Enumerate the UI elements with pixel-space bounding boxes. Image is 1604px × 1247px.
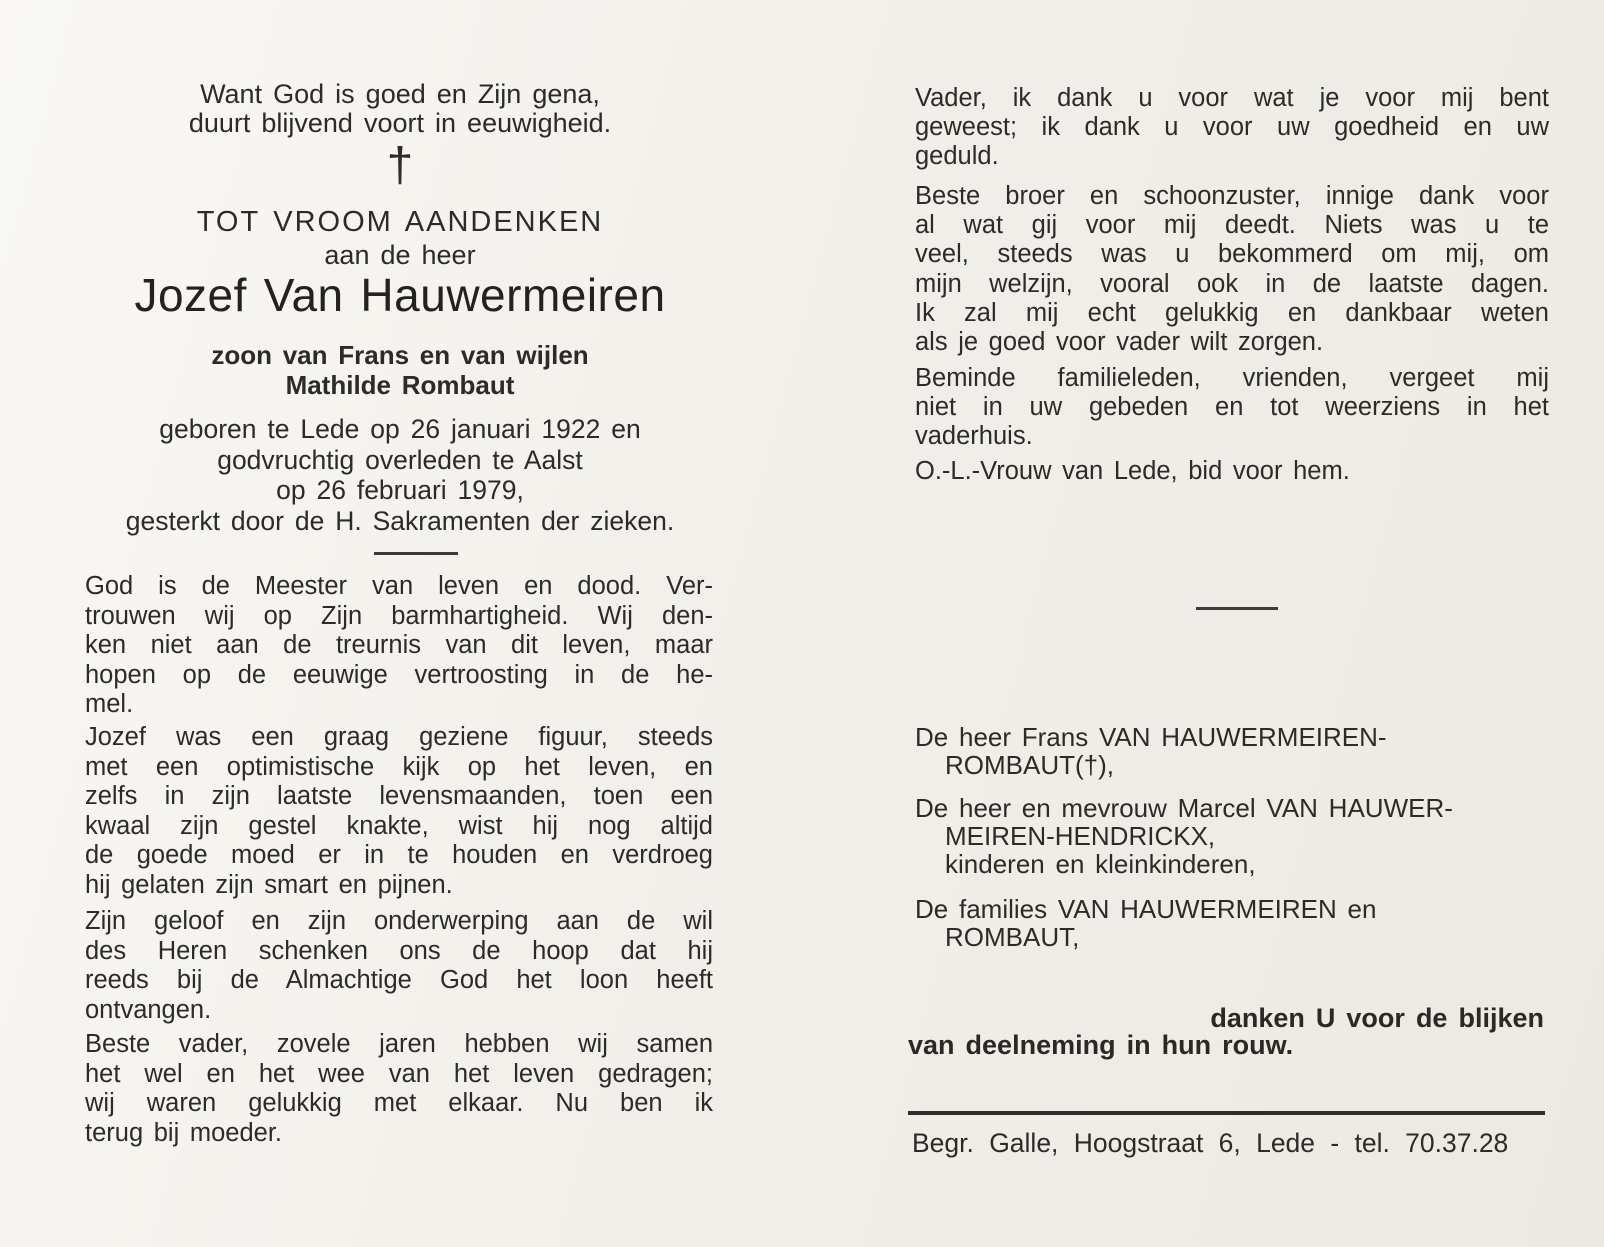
text-line: Beste vader, zovele jaren hebben wij samen	[85, 1030, 713, 1058]
text-line: wij waren gelukkig met elkaar. Nu ben ik	[85, 1089, 713, 1117]
text-line: geweest; ik dank u voor uw goedheid en uw	[915, 113, 1549, 142]
text-line: vaderhuis.	[915, 422, 1033, 451]
funeral-home-info: Begr. Galle, Hoogstraat 6, Lede - tel. 70.37.28	[912, 1128, 1509, 1158]
memorial-paragraph	[85, 723, 713, 900]
text-line: Mathilde Rombaut	[285, 370, 515, 400]
text-line: ROMBAUT,	[945, 922, 1080, 952]
text-line: hopen op de eeuwige vertroosting in de he-	[85, 660, 713, 689]
memorial-paragraph	[85, 1030, 713, 1148]
text-line: De families VAN HAUWERMEIREN en	[915, 894, 1377, 924]
text-line: de goede moed er in te houden en verdroeg	[85, 841, 713, 869]
text-line: O.-L.-Vrouw van Lede, bid voor hem.	[915, 457, 1350, 485]
text-line: godvruchtig overleden te Aalst	[217, 444, 583, 475]
text-line: De heer en mevrouw Marcel VAN HAUWER-	[915, 793, 1453, 823]
text-line: Want God is goed en Zijn gena,	[200, 79, 600, 109]
text-line: danken U voor de blijken	[1210, 1003, 1544, 1033]
text-line: De heer Frans VAN HAUWERMEIREN-	[915, 722, 1387, 752]
text-line: Jozef was een graag geziene figuur, steeds	[85, 723, 713, 751]
text-line: als je goed voor vader wilt zorgen.	[915, 328, 1324, 357]
text-line: met een optimistische kijk op het leven, en	[85, 752, 713, 781]
text-line: ROMBAUT(†),	[945, 750, 1114, 780]
right-page	[820, 0, 1604, 1247]
text-line: hij gelaten zijn smart en pijnen.	[85, 870, 453, 899]
text-line: zoon van Frans en van wijlen	[211, 340, 589, 370]
birth-death-dates	[85, 414, 715, 536]
text-line: zelfs in zijn laatste levensmaanden, toen een	[85, 782, 713, 810]
footer-rule	[908, 1111, 1545, 1115]
family-entry	[915, 895, 1555, 951]
text-line: MEIREN-HENDRICKX,	[945, 821, 1216, 851]
deceased-name: Jozef Van Hauwermeiren	[134, 269, 666, 321]
text-line: het wel en het wee van het leven gedragen;	[85, 1059, 713, 1088]
text-line: duurt blijvend voort in eeuwigheid.	[188, 108, 612, 138]
text-line: Beste broer en schoonzuster, innige dank voor	[915, 182, 1549, 210]
condolence-thanks	[908, 1005, 1544, 1058]
text-line: mijn welzijn, vooral ook in de laatste dagen.	[915, 269, 1549, 298]
text-line: niet in uw gebeden en tot weerziens in het	[915, 393, 1549, 422]
text-line: ontvangen.	[85, 995, 212, 1024]
text-line: ken niet aan de treurnis van dit leven, maar	[85, 631, 713, 659]
lineage-text	[85, 340, 715, 400]
prayer-invocation	[915, 457, 1549, 486]
family-entry	[915, 723, 1555, 779]
text-line: gesterkt door de H. Sakramenten der zieken.	[125, 505, 675, 536]
text-line: trouwen wij op Zijn barmhartigheid. Wij den-	[85, 601, 713, 630]
text-line: Zijn geloof en zijn onderwerping aan de wil	[85, 907, 713, 935]
text-line: geduld.	[915, 142, 999, 171]
text-line: Vader, ik dank u voor wat je voor mij bent	[915, 84, 1549, 112]
text-line: geboren te Lede op 26 januari 1922 en	[159, 414, 641, 444]
text-line: kwaal zijn gestel knakte, wist hij nog altijd	[85, 811, 713, 840]
section-divider	[374, 552, 458, 555]
memorial-paragraph	[85, 907, 713, 1025]
text-line: des Heren schenken ons de hoop dat hij	[85, 936, 713, 965]
cross-icon: †	[386, 139, 414, 192]
section-divider	[1196, 607, 1278, 610]
text-line: Ik zal mij echt gelukkig en dankbaar weten	[915, 298, 1549, 327]
text-line: mel.	[85, 690, 134, 718]
thanks-paragraph	[915, 84, 1549, 172]
memorial-paragraph	[85, 572, 713, 720]
text-line: terug bij moeder.	[85, 1118, 282, 1147]
text-line: kinderen en kleinkinderen,	[945, 849, 1256, 879]
text-line: reeds bij de Almachtige God het loon heeft	[85, 966, 713, 994]
text-line: op 26 februari 1979,	[276, 475, 524, 505]
thanks-paragraph	[915, 182, 1549, 357]
thanks-paragraph	[915, 364, 1549, 452]
text-line: al wat gij voor mij deedt. Niets was u te	[915, 211, 1549, 240]
epigraph-verse	[85, 80, 715, 138]
text-line: God is de Meester van leven en dood. Ver-	[85, 572, 713, 600]
memorial-heading: TOT VROOM AANDENKEN	[196, 206, 604, 238]
family-entry	[915, 794, 1555, 878]
text-line: van deelneming in hun rouw.	[908, 1029, 1294, 1060]
text-line: Beminde familieleden, vrienden, vergeet mij	[915, 364, 1549, 392]
text-line: veel, steeds was u bekommerd om mij, om	[915, 240, 1549, 269]
memorial-subheading: aan de heer	[324, 240, 476, 270]
